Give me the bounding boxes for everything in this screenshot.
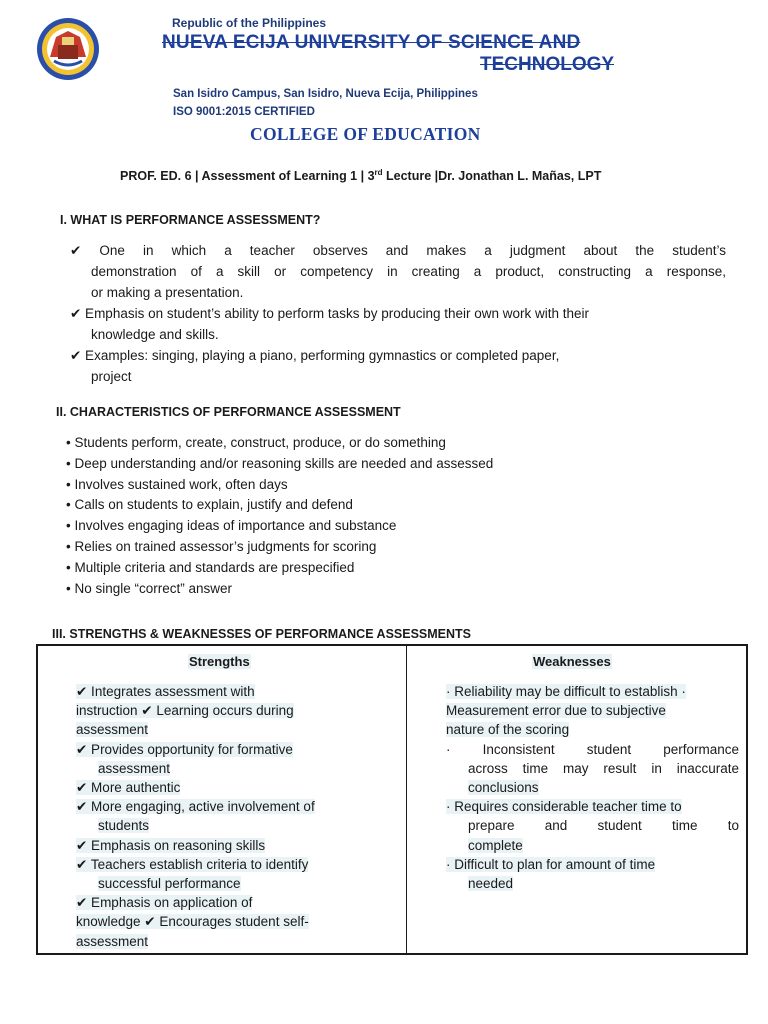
course-line: PROF. ED. 6 | Assessment of Learning 1 | 3rd Lecture |Dr. Jonathan L. Mañas, LPT bbox=[120, 168, 602, 184]
weakness-line: · Requires considerable teacher time to bbox=[446, 799, 682, 815]
list-item: • Students perform, create, construct, produce, or do something bbox=[66, 435, 446, 450]
weakness-line: prepare and student time to bbox=[468, 818, 739, 834]
college-title: COLLEGE OF EDUCATION bbox=[250, 124, 481, 144]
strength-line: ✔ More authentic bbox=[76, 780, 181, 796]
section1-item2-line2: knowledge and skills. bbox=[91, 327, 219, 342]
strength-line: successful performance bbox=[98, 876, 241, 892]
iso-certification: ISO 9001:2015 CERTIFIED bbox=[173, 106, 315, 118]
strength-line: assessment bbox=[98, 760, 171, 776]
strength-line: ✔ Integrates assessment with bbox=[76, 684, 255, 699]
section2-heading: II. CHARACTERISTICS OF PERFORMANCE ASSESSMENT bbox=[56, 405, 401, 419]
weaknesses-header: Weaknesses bbox=[533, 654, 611, 669]
weakness-line: · Difficult to plan for amount of time bbox=[446, 856, 656, 872]
weakness-line: nature of the scoring bbox=[446, 722, 570, 738]
section1-item3-line2: project bbox=[91, 369, 132, 384]
strengths-cell bbox=[76, 682, 386, 951]
section1-item2-line1: ✔ Emphasis on student’s ability to perform tasks by producing their own work with their bbox=[70, 306, 590, 321]
strength-line: students bbox=[98, 818, 150, 834]
list-item: • Involves engaging ideas of importance and substance bbox=[66, 518, 397, 534]
section1-heading: I. WHAT IS PERFORMANCE ASSESSMENT? bbox=[60, 213, 321, 227]
list-item: • Relies on trained assessor’s judgments for scoring bbox=[66, 538, 377, 554]
section1-item3-line1: ✔ Examples: singing, playing a piano, performing gymnastics or completed paper, bbox=[70, 348, 560, 363]
strength-line: assessment bbox=[76, 722, 149, 738]
strength-line: instruction ✔ Learning occurs during bbox=[76, 703, 294, 719]
weakness-line: · Reliability may be difficult to establish · bbox=[446, 684, 686, 699]
strength-line: ✔ Teachers establish criteria to identify bbox=[76, 856, 309, 872]
section1-item1-line3: or making a presentation. bbox=[91, 285, 244, 300]
list-item: • Deep understanding and/or reasoning skills are needed and assessed bbox=[66, 455, 494, 471]
university-name-line1: NUEVA ECIJA UNIVERSITY OF SCIENCE AND bbox=[162, 32, 581, 53]
weakness-line: across time may result in inaccurate bbox=[468, 760, 739, 776]
university-name-line2: TECHNOLOGY bbox=[480, 54, 615, 75]
campus-address: San Isidro Campus, San Isidro, Nueva Ecija, Philippines bbox=[173, 88, 478, 100]
list-item: • No single “correct” answer bbox=[66, 580, 233, 596]
section1-body bbox=[70, 240, 726, 387]
weakness-line: needed bbox=[468, 876, 514, 892]
list-item: • Involves sustained work, often days bbox=[66, 476, 288, 492]
strength-line: ✔ Emphasis on reasoning skills bbox=[76, 837, 266, 853]
strength-line: ✔ Provides opportunity for formative bbox=[76, 741, 293, 757]
republic-text: Republic of the Philippines bbox=[172, 16, 327, 30]
weakness-line: complete bbox=[468, 837, 523, 853]
strength-line: knowledge ✔ Encourages student self- bbox=[76, 914, 309, 930]
characteristics-list bbox=[66, 433, 493, 599]
weakness-line: · Inconsistent student performance bbox=[446, 741, 739, 757]
section3-heading: III. STRENGTHS & WEAKNESSES OF PERFORMANCE ASSESSMENTS bbox=[52, 627, 472, 641]
weakness-line: conclusions bbox=[468, 780, 539, 796]
strength-line: ✔ Emphasis on application of bbox=[76, 895, 253, 911]
section1-item1-line2: demonstration of a skill or competency in creating a product, constructing a response, bbox=[91, 264, 726, 279]
strengths-weaknesses-table bbox=[36, 644, 748, 955]
weaknesses-cell bbox=[446, 682, 739, 893]
table-divider bbox=[406, 646, 407, 953]
weakness-line: Measurement error due to subjective bbox=[446, 703, 666, 719]
strengths-header: Strengths bbox=[189, 654, 250, 669]
list-item: • Calls on students to explain, justify and defend bbox=[66, 497, 353, 513]
strength-line: ✔ More engaging, active involvement of bbox=[76, 799, 315, 815]
university-seal-logo bbox=[36, 17, 100, 81]
strength-line: assessment bbox=[76, 933, 149, 949]
section1-item1-line1: ✔ One in which a teacher observes and makes a judgment about the student’s bbox=[70, 243, 726, 258]
list-item: • Multiple criteria and standards are prespecified bbox=[66, 559, 355, 575]
